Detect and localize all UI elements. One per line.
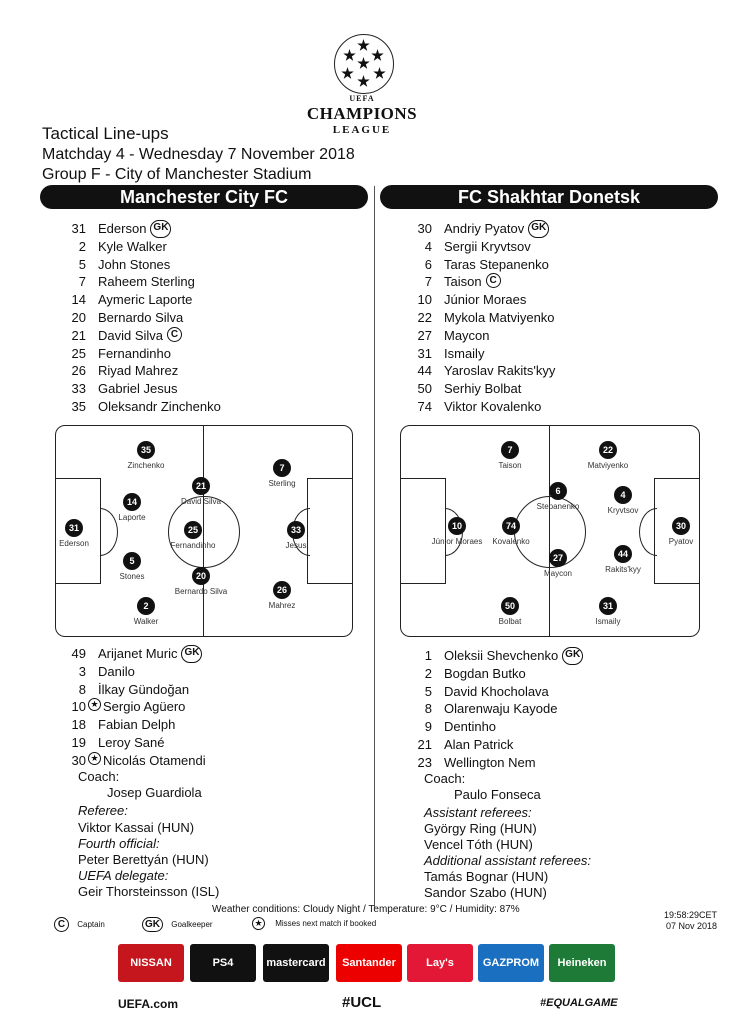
goalkeeper-icon: GK (142, 917, 163, 932)
footer-uefa-com: UEFA.com (118, 997, 179, 1011)
right-penalty-box (307, 478, 353, 584)
player-name: Ederson (98, 221, 147, 236)
player-name: Taras Stepanenko (444, 256, 549, 272)
assistant-referees-label: Assistant referees: (424, 805, 532, 820)
pitch-player-number: 30 (672, 517, 690, 535)
logo-champions: CHAMPIONS (306, 104, 418, 123)
player-row (64, 362, 221, 380)
player-name: Alan Patrick (444, 736, 514, 752)
player-number: 30 (71, 752, 86, 768)
pitch-player-name: David Silva (180, 497, 221, 506)
matchday-info: Matchday 4 - Wednesday 7 November 2018 (42, 146, 355, 163)
player-row (410, 362, 555, 380)
player-row (410, 291, 555, 309)
pitch-player-number: 31 (599, 597, 617, 615)
player-number: 50 (417, 381, 432, 397)
pitch-player-number: 6 (549, 482, 567, 500)
player-name: Mykola Matviyenko (444, 309, 555, 325)
player-number: 14 (71, 292, 86, 308)
player-number: 23 (417, 754, 432, 770)
group-venue-info: Group F - City of Manchester Stadium (42, 166, 312, 183)
player-number: 2 (78, 238, 86, 254)
fourth-official-name: Peter Berettyán (HUN) (78, 852, 209, 867)
player-number: 33 (71, 381, 86, 397)
print-time: 19:58:29CET (663, 910, 717, 920)
player-row (410, 238, 555, 256)
player-number: 22 (417, 309, 432, 325)
player-row (410, 327, 555, 345)
pitch-player-name: Mahrez (268, 601, 296, 610)
sponsor-logo: mastercard (263, 944, 329, 982)
pitch-player-name: Matviyenko (587, 461, 629, 470)
player-number: 31 (71, 221, 86, 236)
referee-name: Viktor Kassai (HUN) (78, 820, 195, 835)
legend-booked: ★ Misses next match if booked (252, 917, 376, 930)
player-name: Bernardo Silva (98, 309, 184, 325)
player-number: 26 (71, 363, 86, 379)
pitch-player-name: Júnior Moraes (431, 537, 483, 546)
pitch-player-name: Kryvtsov (607, 506, 639, 515)
player-number: 8 (424, 701, 432, 717)
player-name: Arijanet Muric (98, 646, 178, 661)
player-number: 20 (71, 309, 86, 325)
player-row (64, 345, 221, 363)
pitch-player-name: Bernardo Silva (174, 587, 228, 596)
player-number: 9 (424, 719, 432, 735)
pitch-player-name: Zinchenko (127, 461, 165, 470)
pitch-player-name: Taison (498, 461, 522, 470)
player-row (410, 380, 555, 398)
player-name: Yaroslav Rakits'kyy (444, 363, 556, 379)
player-number: 19 (71, 734, 86, 750)
pitch-player-name: Jesus (285, 541, 307, 550)
player-row (64, 238, 221, 256)
pitch-player-number: 10 (448, 517, 466, 535)
away-formation-pitch (400, 425, 700, 637)
player-number: 7 (78, 274, 86, 290)
home-subs-list (64, 645, 206, 770)
left-penalty-box (400, 478, 446, 584)
sponsor-logo: Santander (336, 944, 402, 982)
player-number: 35 (71, 398, 86, 414)
goalkeeper-icon: GK (181, 645, 202, 663)
pitch-player-name: Pyatov (668, 537, 694, 546)
sponsor-logo: NISSAN (118, 944, 184, 982)
player-row (410, 665, 583, 683)
player-name: Olarenwaju Kayode (444, 701, 558, 717)
player-name: John Stones (98, 256, 171, 272)
logo-uefa: UEFA (349, 94, 375, 103)
sponsor-logo: Heineken (549, 944, 615, 982)
player-row (410, 398, 555, 416)
pitch-player-number: 2 (137, 597, 155, 615)
player-name: Nicolás Otamendi (103, 752, 206, 768)
player-name: Serhiy Bolbat (444, 381, 522, 397)
player-row (64, 716, 206, 734)
pitch-player-name: Maycon (543, 569, 572, 578)
pitch-player-name: Bolbat (498, 617, 522, 626)
player-name: Taison (444, 274, 482, 290)
player-number: 3 (78, 663, 86, 679)
pitch-player-name: Stepanenko (536, 502, 580, 511)
player-number: 10 (417, 292, 432, 308)
centre-circle (168, 496, 240, 568)
player-number: 49 (71, 646, 86, 661)
player-name: Leroy Sané (98, 734, 165, 750)
player-row (64, 273, 221, 291)
player-name: David Khocholava (444, 683, 549, 699)
player-row (64, 309, 221, 327)
player-row (410, 647, 583, 665)
player-row (64, 256, 221, 274)
player-row (410, 718, 583, 736)
player-row (64, 734, 206, 752)
legend-goalkeeper: GK Goalkeeper (138, 917, 213, 932)
assistant-referee-2: Vencel Tóth (HUN) (424, 837, 533, 852)
player-row (64, 681, 206, 699)
referee-label: Referee: (78, 803, 128, 818)
champions-league-starball-logo (334, 34, 394, 94)
player-name: Danilo (98, 663, 135, 679)
sponsor-logo: Lay's (407, 944, 473, 982)
player-row (64, 752, 206, 770)
additional-assistant-2: Sandor Szabo (HUN) (424, 885, 547, 900)
away-coach-name: Paulo Fonseca (454, 787, 541, 802)
home-formation-pitch (55, 425, 353, 637)
pitch-player-number: 35 (137, 441, 155, 459)
pitch-player-name: Walker (133, 617, 159, 626)
column-divider (374, 186, 375, 908)
pitch-player-name: Laporte (118, 513, 146, 522)
pitch-player-number: 14 (123, 493, 141, 511)
player-name: Gabriel Jesus (98, 381, 178, 397)
pitch-player-number: 4 (614, 486, 632, 504)
player-number: 18 (71, 717, 86, 733)
page-title: Tactical Line-ups (42, 124, 169, 143)
player-number: 30 (417, 221, 432, 236)
player-name: Bogdan Butko (444, 665, 526, 681)
star-booking-icon: ★ (252, 917, 265, 930)
player-name: Dentinho (444, 719, 497, 735)
star-booking-icon: ★ (88, 752, 101, 765)
weather-conditions: Weather conditions: Cloudy Night / Temperature: 9°C / Humidity: 87% (212, 904, 520, 915)
pitch-player-name: Fernandinho (170, 541, 216, 550)
home-coach-label: Coach: (78, 769, 120, 784)
player-number: 21 (417, 736, 432, 752)
player-name: Júnior Moraes (444, 292, 527, 308)
player-number: 21 (71, 327, 86, 343)
player-name: David Silva (98, 327, 164, 343)
away-team-name: FC Shakhtar Donetsk (380, 185, 718, 209)
player-name: Aymeric Laporte (98, 292, 193, 308)
assistant-referee-1: György Ring (HUN) (424, 821, 537, 836)
player-row (410, 345, 555, 363)
pitch-player-name: Kovalenko (492, 537, 530, 546)
pitch-player-name: Ederson (59, 539, 89, 548)
footer-hashtag-ucl: #UCL (342, 994, 382, 1011)
home-starters-list (64, 220, 221, 416)
print-date: 07 Nov 2018 (665, 921, 717, 931)
footer-equal-game: #EQUALGAME (540, 997, 618, 1009)
player-row (410, 736, 583, 754)
goalkeeper-icon: GK (150, 220, 171, 238)
player-number: 27 (417, 327, 432, 343)
away-subs-list (410, 647, 583, 772)
player-row (64, 398, 221, 416)
pitch-player-number: 22 (599, 441, 617, 459)
player-name: Sergii Kryvtsov (444, 238, 531, 254)
additional-assistant-1: Tamás Bognar (HUN) (424, 869, 549, 884)
pitch-player-name: Sterling (268, 479, 296, 488)
pitch-player-number: 5 (123, 552, 141, 570)
player-number: 31 (417, 345, 432, 361)
pitch-player-number: 7 (501, 441, 519, 459)
goalkeeper-icon: GK (528, 220, 549, 238)
pitch-player-number: 31 (65, 519, 83, 537)
player-number: 5 (78, 256, 86, 272)
home-coach-name: Josep Guardiola (107, 785, 202, 800)
pitch-player-number: 33 (287, 521, 305, 539)
player-row (64, 663, 206, 681)
player-number: 6 (424, 256, 432, 272)
sponsor-logo: PS4 (190, 944, 256, 982)
pitch-player-number: 26 (273, 581, 291, 599)
player-row (64, 380, 221, 398)
player-name: Riyad Mahrez (98, 363, 179, 379)
player-row (64, 220, 221, 238)
player-number: 44 (417, 363, 432, 379)
player-number: 8 (78, 681, 86, 697)
player-name: Oleksii Shevchenko (444, 648, 559, 663)
player-name: İlkay Gündoğan (98, 681, 190, 697)
logo-league: LEAGUE (332, 124, 392, 136)
player-row (64, 645, 206, 663)
pitch-player-number: 44 (614, 545, 632, 563)
player-row (410, 700, 583, 718)
additional-assistant-label: Additional assistant referees: (424, 853, 591, 868)
sponsor-logo: GAZPROM (478, 944, 544, 982)
player-number: 25 (71, 345, 86, 361)
player-number: 1 (424, 648, 432, 663)
pitch-player-number: 25 (184, 521, 202, 539)
player-row (410, 273, 555, 291)
captain-icon: C (54, 917, 69, 932)
player-row (410, 309, 555, 327)
home-team-name: Manchester City FC (40, 185, 368, 209)
pitch-player-name: Ismaily (595, 617, 621, 626)
player-name: Wellington Nem (444, 754, 536, 770)
player-row (64, 291, 221, 309)
pitch-player-number: 21 (192, 477, 210, 495)
goalkeeper-icon: GK (562, 647, 583, 665)
legend-captain: C Captain (50, 917, 105, 932)
player-name: Maycon (444, 327, 490, 343)
player-row (410, 256, 555, 274)
pitch-player-number: 74 (502, 517, 520, 535)
uefa-delegate-label: UEFA delegate: (78, 868, 169, 883)
star-booking-icon: ★ (88, 698, 101, 711)
fourth-official-label: Fourth official: (78, 836, 160, 851)
captain-icon: C (486, 273, 501, 288)
player-name: Ismaily (444, 345, 485, 361)
player-name: Viktor Kovalenko (444, 398, 542, 414)
pitch-player-name: Rakits'kyy (605, 565, 641, 574)
uefa-delegate-name: Geir Thorsteinsson (ISL) (78, 884, 220, 899)
player-name: Kyle Walker (98, 238, 167, 254)
player-row (410, 220, 555, 238)
player-row (410, 683, 583, 701)
pitch-player-number: 27 (549, 549, 567, 567)
player-number: 5 (424, 683, 432, 699)
player-number: 7 (424, 274, 432, 290)
player-name: Fabian Delph (98, 717, 176, 733)
player-name: Sergio Agüero (103, 699, 186, 715)
player-name: Andriy Pyatov (444, 221, 525, 236)
pitch-player-number: 7 (273, 459, 291, 477)
pitch-player-name: Stones (119, 572, 145, 581)
player-number: 4 (424, 238, 432, 254)
player-number: 74 (417, 398, 432, 414)
player-name: Raheem Sterling (98, 274, 195, 290)
pitch-player-number: 20 (192, 567, 210, 585)
player-row (410, 754, 583, 772)
player-name: Oleksandr Zinchenko (98, 398, 221, 414)
player-row (64, 327, 221, 345)
player-name: Fernandinho (98, 345, 171, 361)
captain-icon: C (167, 327, 182, 342)
away-starters-list (410, 220, 555, 416)
player-number: 10 (71, 699, 86, 715)
pitch-player-number: 50 (501, 597, 519, 615)
player-row (64, 698, 206, 716)
player-number: 2 (424, 665, 432, 681)
away-coach-label: Coach: (424, 771, 466, 786)
